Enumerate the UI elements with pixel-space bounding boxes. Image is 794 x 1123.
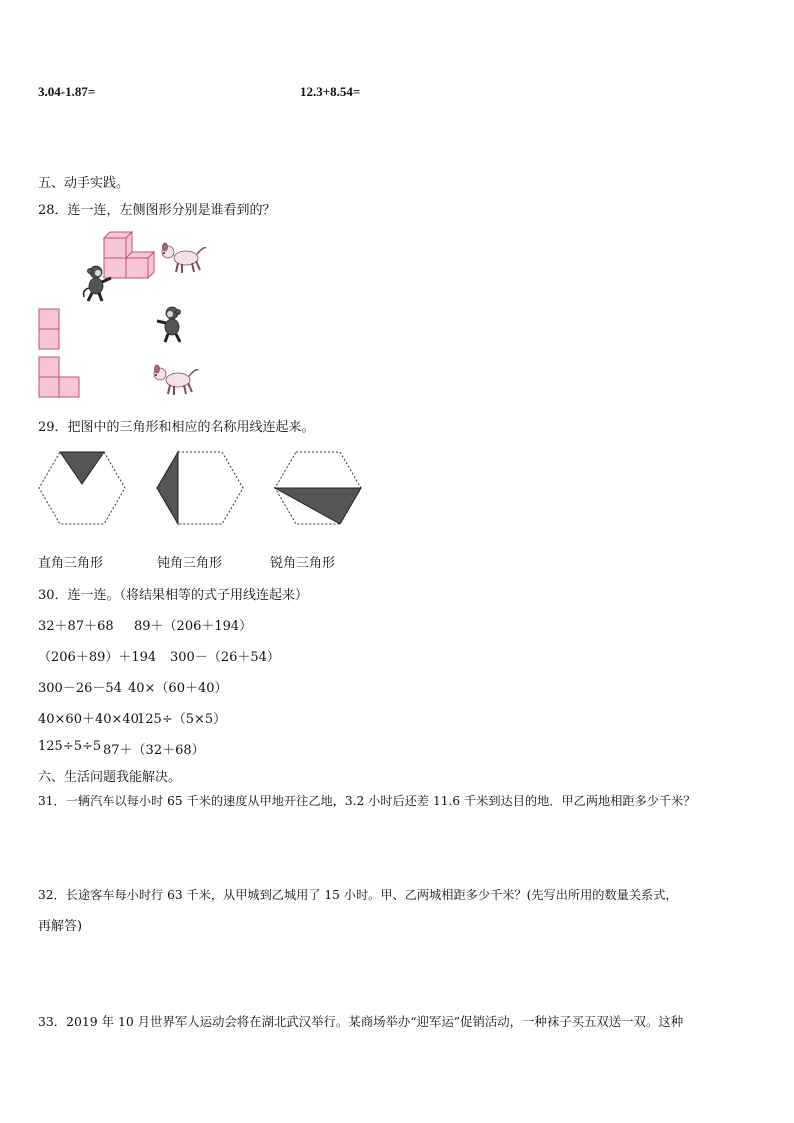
q30-right-2: 300－（26＋54） [170, 650, 280, 665]
q28-text: 28．连一连，左侧图形分别是谁看到的？ [38, 203, 276, 218]
label-right-triangle: 直角三角形 [38, 556, 104, 571]
label-acute-triangle: 锐角三角形 [270, 556, 336, 571]
dog-icon-2 [152, 362, 200, 398]
view-vertical-two-squares [38, 308, 62, 350]
monkey-icon-2 [152, 305, 188, 345]
section-6-title: 六、生活问题我能解决。 [38, 770, 182, 785]
q30-left-1: 32＋87＋68 [38, 619, 114, 634]
q32-line1: 32．长途客车每小时行 63 千米，从甲城到乙城用了 15 小时。甲、乙两城相距多少千米？(先写出所用的数量关系式， [38, 888, 678, 902]
q30-text: 30．连一连。（将结果相等的式子用线连起来） [38, 588, 309, 603]
calc-right: 12.3+8.54= [300, 84, 361, 99]
q33-text: 33．2019 年 10 月世界军人运动会将在湖北武汉举行。某商场举办“迎军运”促销活动，一种袜子买五双送一双。这种 [38, 1014, 684, 1029]
view-l-shape-three-squares [38, 356, 84, 400]
q30-right-3: 40×（60＋40） [128, 681, 228, 696]
q30-left-5: 125÷5÷5 [38, 739, 102, 754]
q30-left-3: 300－26－54 [38, 681, 122, 696]
q30-left-4: 40×60＋40×40 [38, 712, 139, 727]
section-5-title: 五、动手实践。 [38, 176, 130, 191]
dog-icon [160, 240, 208, 276]
hexagon-obtuse-triangle [156, 450, 246, 526]
q31-text: 31．一辆汽车以每小时 65 千米的速度从甲地开往乙地，3.2 小时后还差 11.6 千米到达目的地．甲乙两地相距多少千米？ [38, 794, 696, 808]
q32-line2: 再解答) [38, 919, 83, 934]
q30-right-4: 125÷（5×5） [137, 712, 227, 727]
q30-left-2: （206＋89）＋194 [38, 650, 157, 665]
calc-left: 3.04-1.87= [38, 84, 96, 99]
q29-text: 29．把图中的三角形和相应的名称用线连起来。 [38, 420, 315, 435]
q30-right-1: 89＋（206＋194） [134, 619, 253, 634]
hexagon-acute-triangle [274, 450, 364, 526]
monkey-icon [80, 264, 116, 304]
label-obtuse-triangle: 钝角三角形 [157, 556, 223, 571]
hexagon-right-triangle [38, 450, 128, 526]
q30-right-5: 87＋（32＋68） [103, 743, 205, 758]
